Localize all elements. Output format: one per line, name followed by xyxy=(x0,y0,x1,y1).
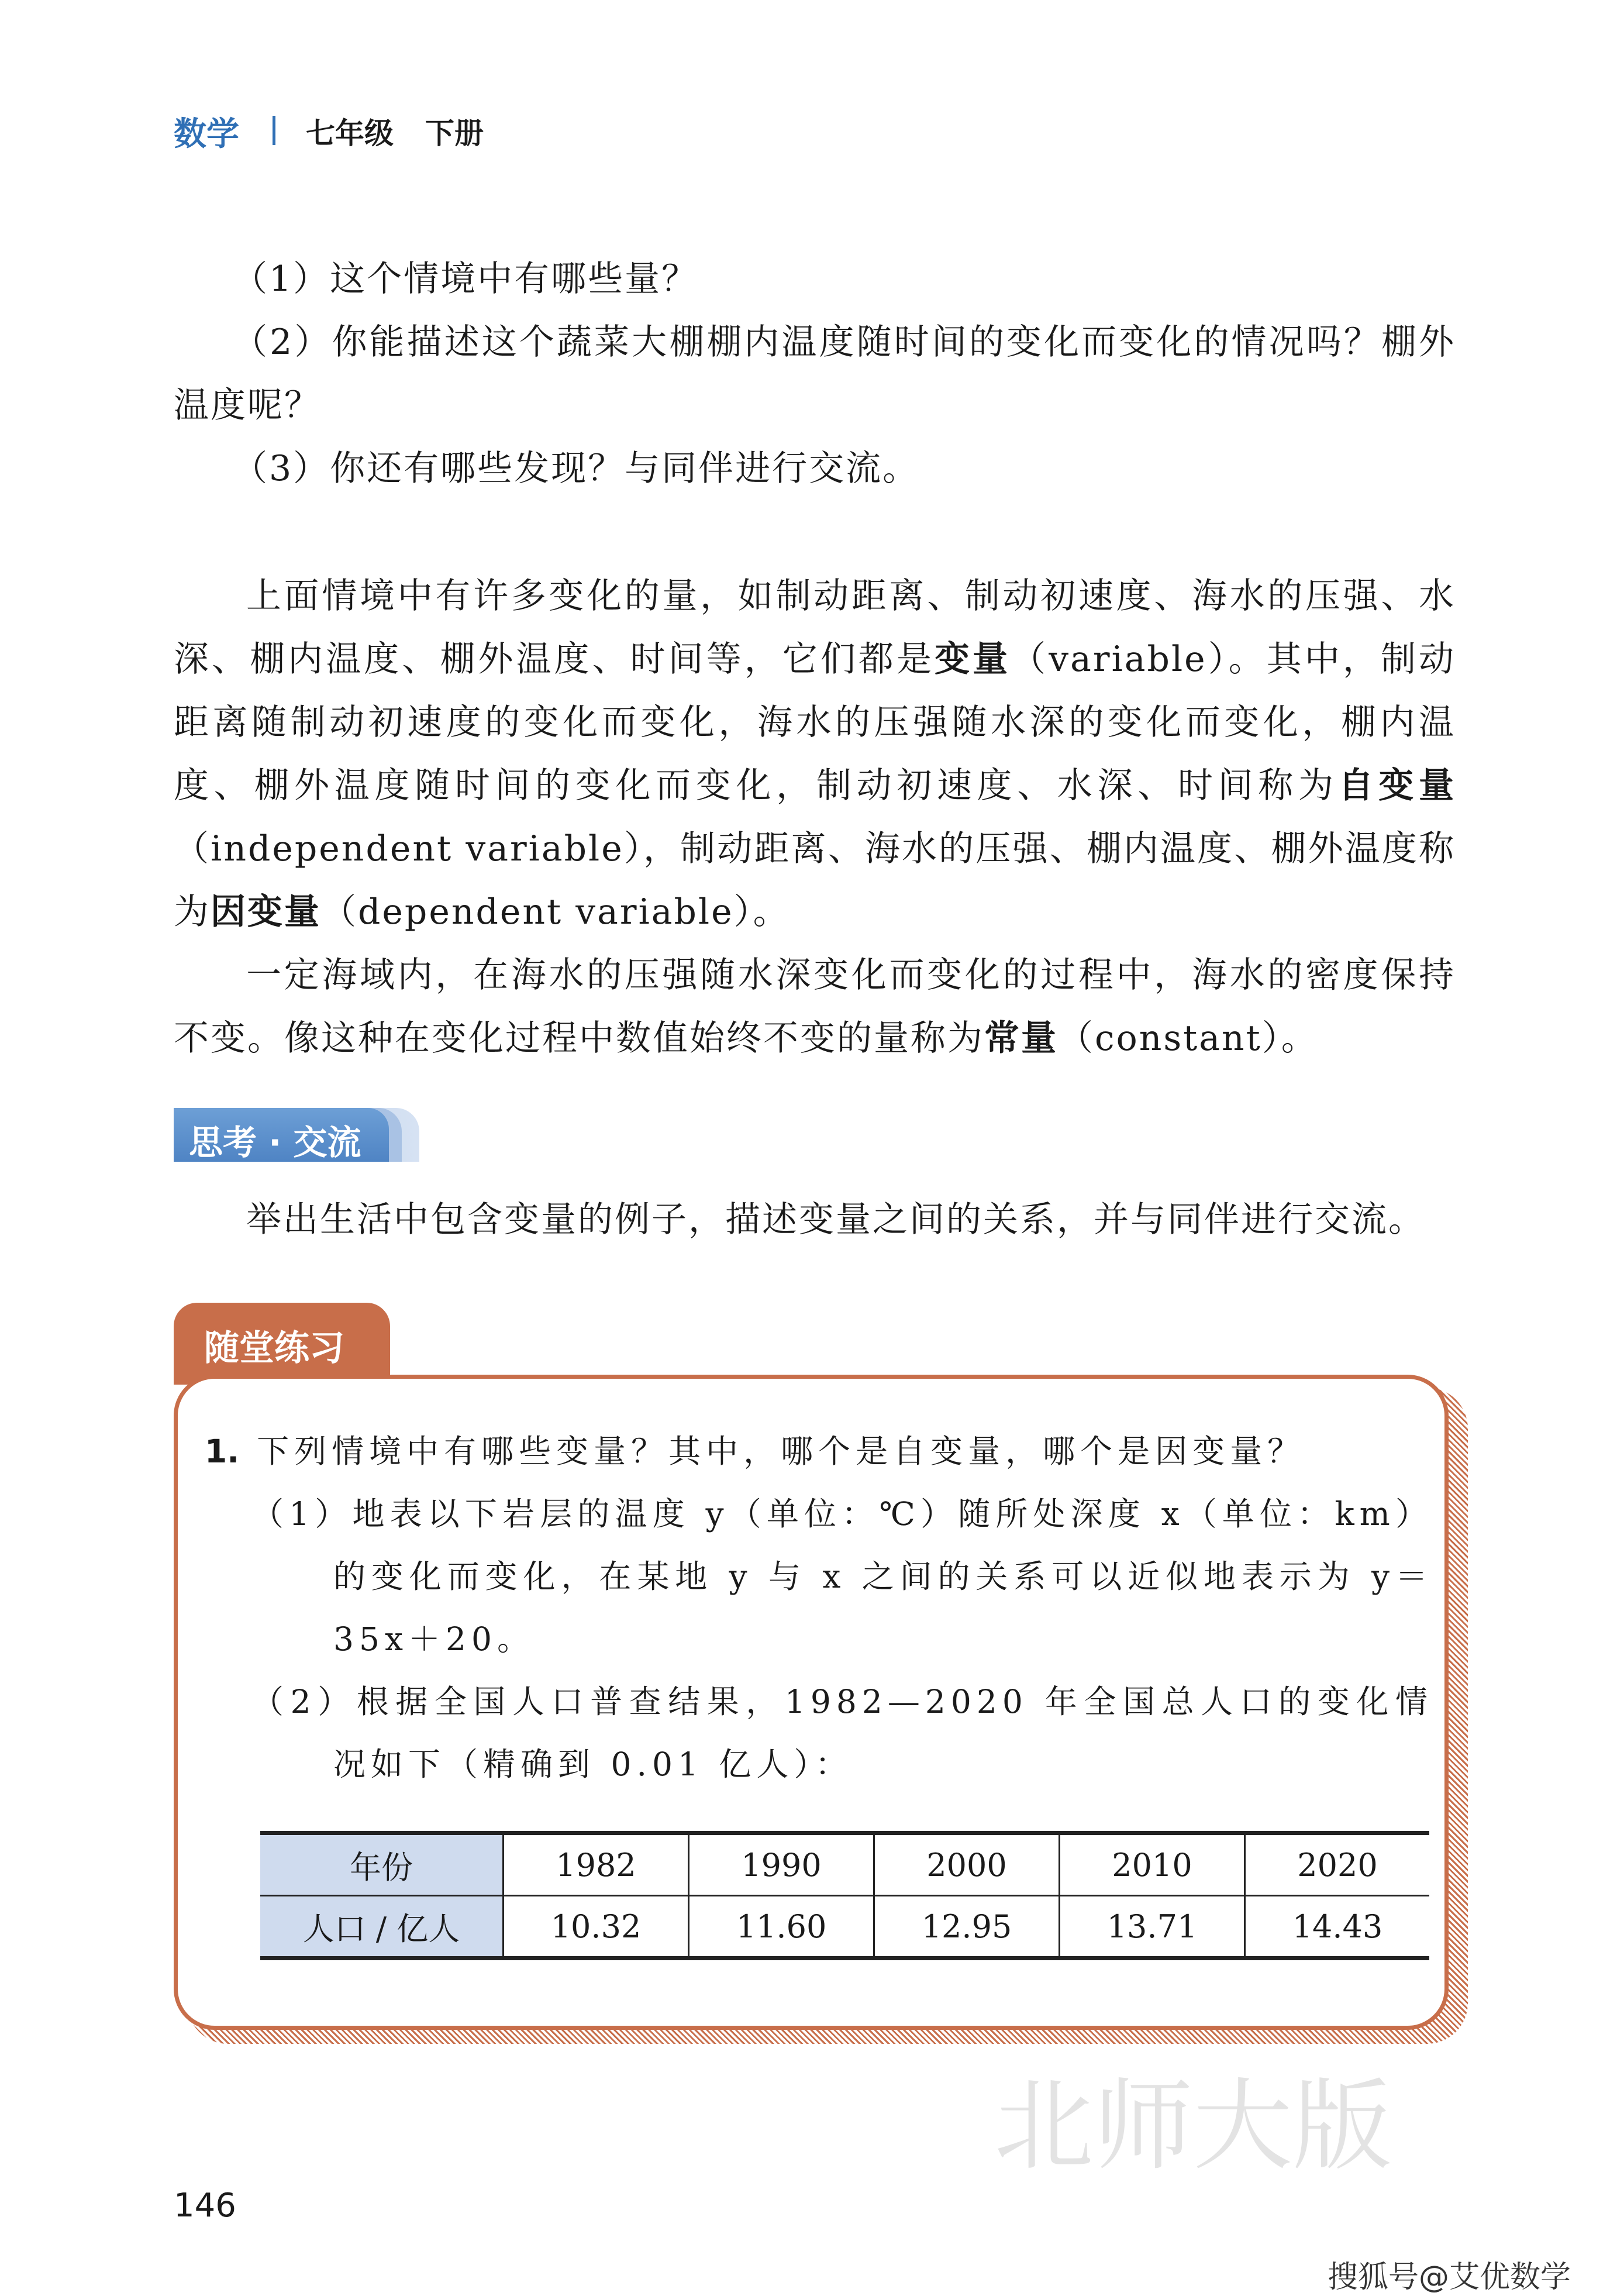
think-label-text: 思考 · 交流 xyxy=(189,1123,361,1162)
term-constant: 常量 xyxy=(984,1018,1058,1059)
table-row xyxy=(260,1896,1429,1958)
row-header: 年份 xyxy=(260,1833,504,1896)
practice-tab xyxy=(174,1303,390,1385)
exercise-1-part-2 xyxy=(251,1671,1433,1796)
table-cell: 10.32 xyxy=(504,1896,689,1958)
question-item: （1）这个情境中有哪些量？ xyxy=(232,259,699,300)
question-list xyxy=(174,247,1456,500)
table-cell: 2000 xyxy=(874,1833,1060,1896)
source-credit: 搜狐号@艾优数学 xyxy=(1328,2260,1571,2295)
table-cell: 11.60 xyxy=(689,1896,874,1958)
table-cell: 2020 xyxy=(1245,1833,1430,1896)
exercise-1 xyxy=(205,1420,1433,1960)
exercise-1-part-1 xyxy=(251,1483,1433,1671)
population-table xyxy=(260,1831,1429,1960)
volume-label: 下册 xyxy=(425,116,484,150)
text-segment: （constant）。 xyxy=(1058,1018,1318,1059)
table-cell: 1990 xyxy=(689,1833,874,1896)
exercise-question: 下列情境中有哪些变量？其中，哪个是自变量，哪个是因变量？ xyxy=(257,1433,1305,1470)
table-cell: 2010 xyxy=(1060,1833,1245,1896)
part-number: （2） xyxy=(251,1683,357,1720)
grade-label: 七年级 xyxy=(306,116,394,150)
think-prompt: 举出生活中包含变量的例子，描述变量之间的关系，并与同伴进行交流。 xyxy=(246,1199,1425,1240)
text-segment: 一定海域内，在海水的压强随水深变化而变化的过程中，海水的密度保持不变。像这种在变化过程中数值始终不变的量称为 xyxy=(174,955,1456,1059)
question-item: （3）你还有哪些发现？与同伴进行交流。 xyxy=(232,448,920,489)
text-segment: 上面情境中有许多变化的量，如制动距离、制动初速度、海水的压强、水深、棚内温度、棚外温度、时间等，它们都是 xyxy=(174,576,1456,680)
text-segment: （dependent variable）。 xyxy=(321,891,790,932)
constant-paragraph xyxy=(174,944,1456,1070)
think-exchange-label xyxy=(174,1108,419,1162)
definition-paragraph xyxy=(174,564,1456,944)
table-cell: 1982 xyxy=(504,1833,689,1896)
page-number: 146 xyxy=(174,2187,236,2225)
practice-label: 随堂练习 xyxy=(204,1328,344,1369)
exercise-number: 1. xyxy=(205,1433,240,1470)
term-independent-variable: 自变量 xyxy=(1338,765,1456,806)
part-number: （1） xyxy=(251,1495,353,1533)
main-content xyxy=(174,247,1456,1251)
term-variable: 变量 xyxy=(935,639,1011,680)
table-cell: 13.71 xyxy=(1060,1896,1245,1958)
part-text: 地表以下岩层的温度 y（单位：℃）随所处深度 x（单位：km）的变化而变化，在某地 y 与 x 之间的关系可以近似地表示为 y＝35x＋20。 xyxy=(333,1495,1433,1658)
question-item: （2）你能描述这个蔬菜大棚棚内温度随时间的变化而变化的情况吗？棚外温度呢？ xyxy=(174,322,1456,426)
part-text: 根据全国人口普查结果，1982—2020 年全国总人口的变化情况如下（精确到 0.01 亿人）： xyxy=(333,1683,1433,1783)
header-divider xyxy=(273,116,275,145)
table-row xyxy=(260,1833,1429,1896)
subject-title: 数学 xyxy=(174,115,239,153)
watermark-logo: 北师大版 xyxy=(994,2068,1392,2184)
term-dependent-variable: 因变量 xyxy=(211,891,321,932)
row-header: 人口 / 亿人 xyxy=(260,1896,504,1958)
table-cell: 14.43 xyxy=(1245,1896,1430,1958)
table-cell: 12.95 xyxy=(874,1896,1060,1958)
text-segment: （independent variable），制动距离、海水的压强、棚内温度、棚外温度称为 xyxy=(174,828,1456,932)
text-segment: （variable）。其中，制动距离随制动初速度的变化而变化，海水的压强随水深的变化而变化，棚内温度、棚外温度随时间的变化而变化，制动初速度、水深、时间称为 xyxy=(174,639,1456,806)
